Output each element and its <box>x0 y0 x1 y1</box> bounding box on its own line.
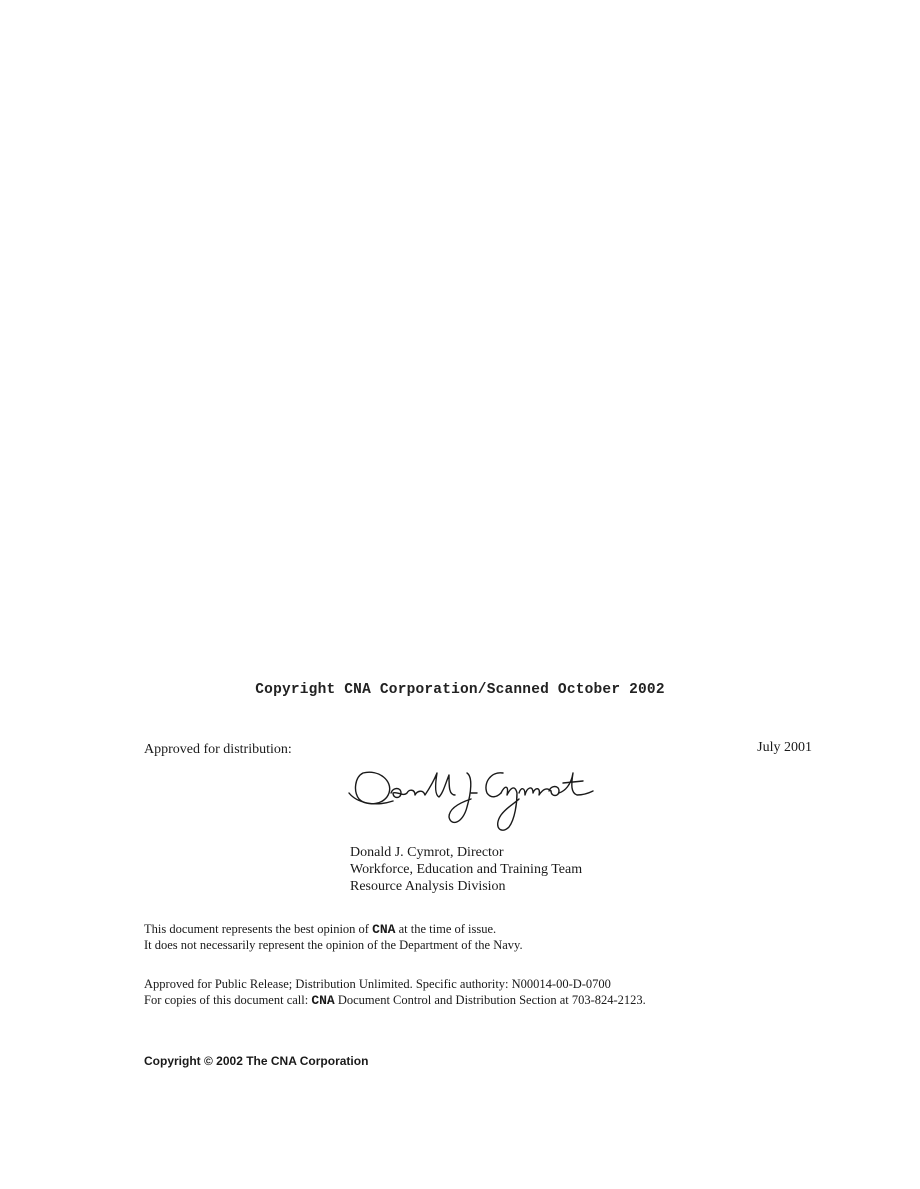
copies-contact-line <box>144 992 646 1009</box>
disclaimer-line-1 <box>144 921 496 938</box>
release-statement: Approved for Public Release; Distribution Unlimited. Specific authority: N00014-00-D-0700 <box>144 977 611 991</box>
cna-org-name: CNA <box>311 993 335 1008</box>
approved-label: Approved for distribution: <box>144 742 292 757</box>
disclaimer-text-post: at the time of issue. <box>395 922 497 936</box>
signatory-name: Donald J. Cymrot, Director <box>350 845 504 860</box>
signature-image <box>345 763 595 838</box>
copies-text-post: Document Control and Distribution Section at 703-824-2123. <box>334 993 646 1007</box>
copyright-footer: Copyright © 2002 The CNA Corporation <box>144 1054 369 1068</box>
copies-text-pre: For copies of this document call: <box>144 993 312 1007</box>
cna-org-name: CNA <box>372 922 396 937</box>
signatory-division: Resource Analysis Division <box>350 879 506 894</box>
scan-notice: Copyright CNA Corporation/Scanned October 2002 <box>255 682 665 698</box>
approval-date: July 2001 <box>757 740 812 755</box>
disclaimer-line-2: It does not necessarily represent the opinion of the Department of the Navy. <box>144 938 523 952</box>
signatory-team: Workforce, Education and Training Team <box>350 862 583 877</box>
disclaimer-text-pre: This document represents the best opinion of <box>144 922 373 936</box>
